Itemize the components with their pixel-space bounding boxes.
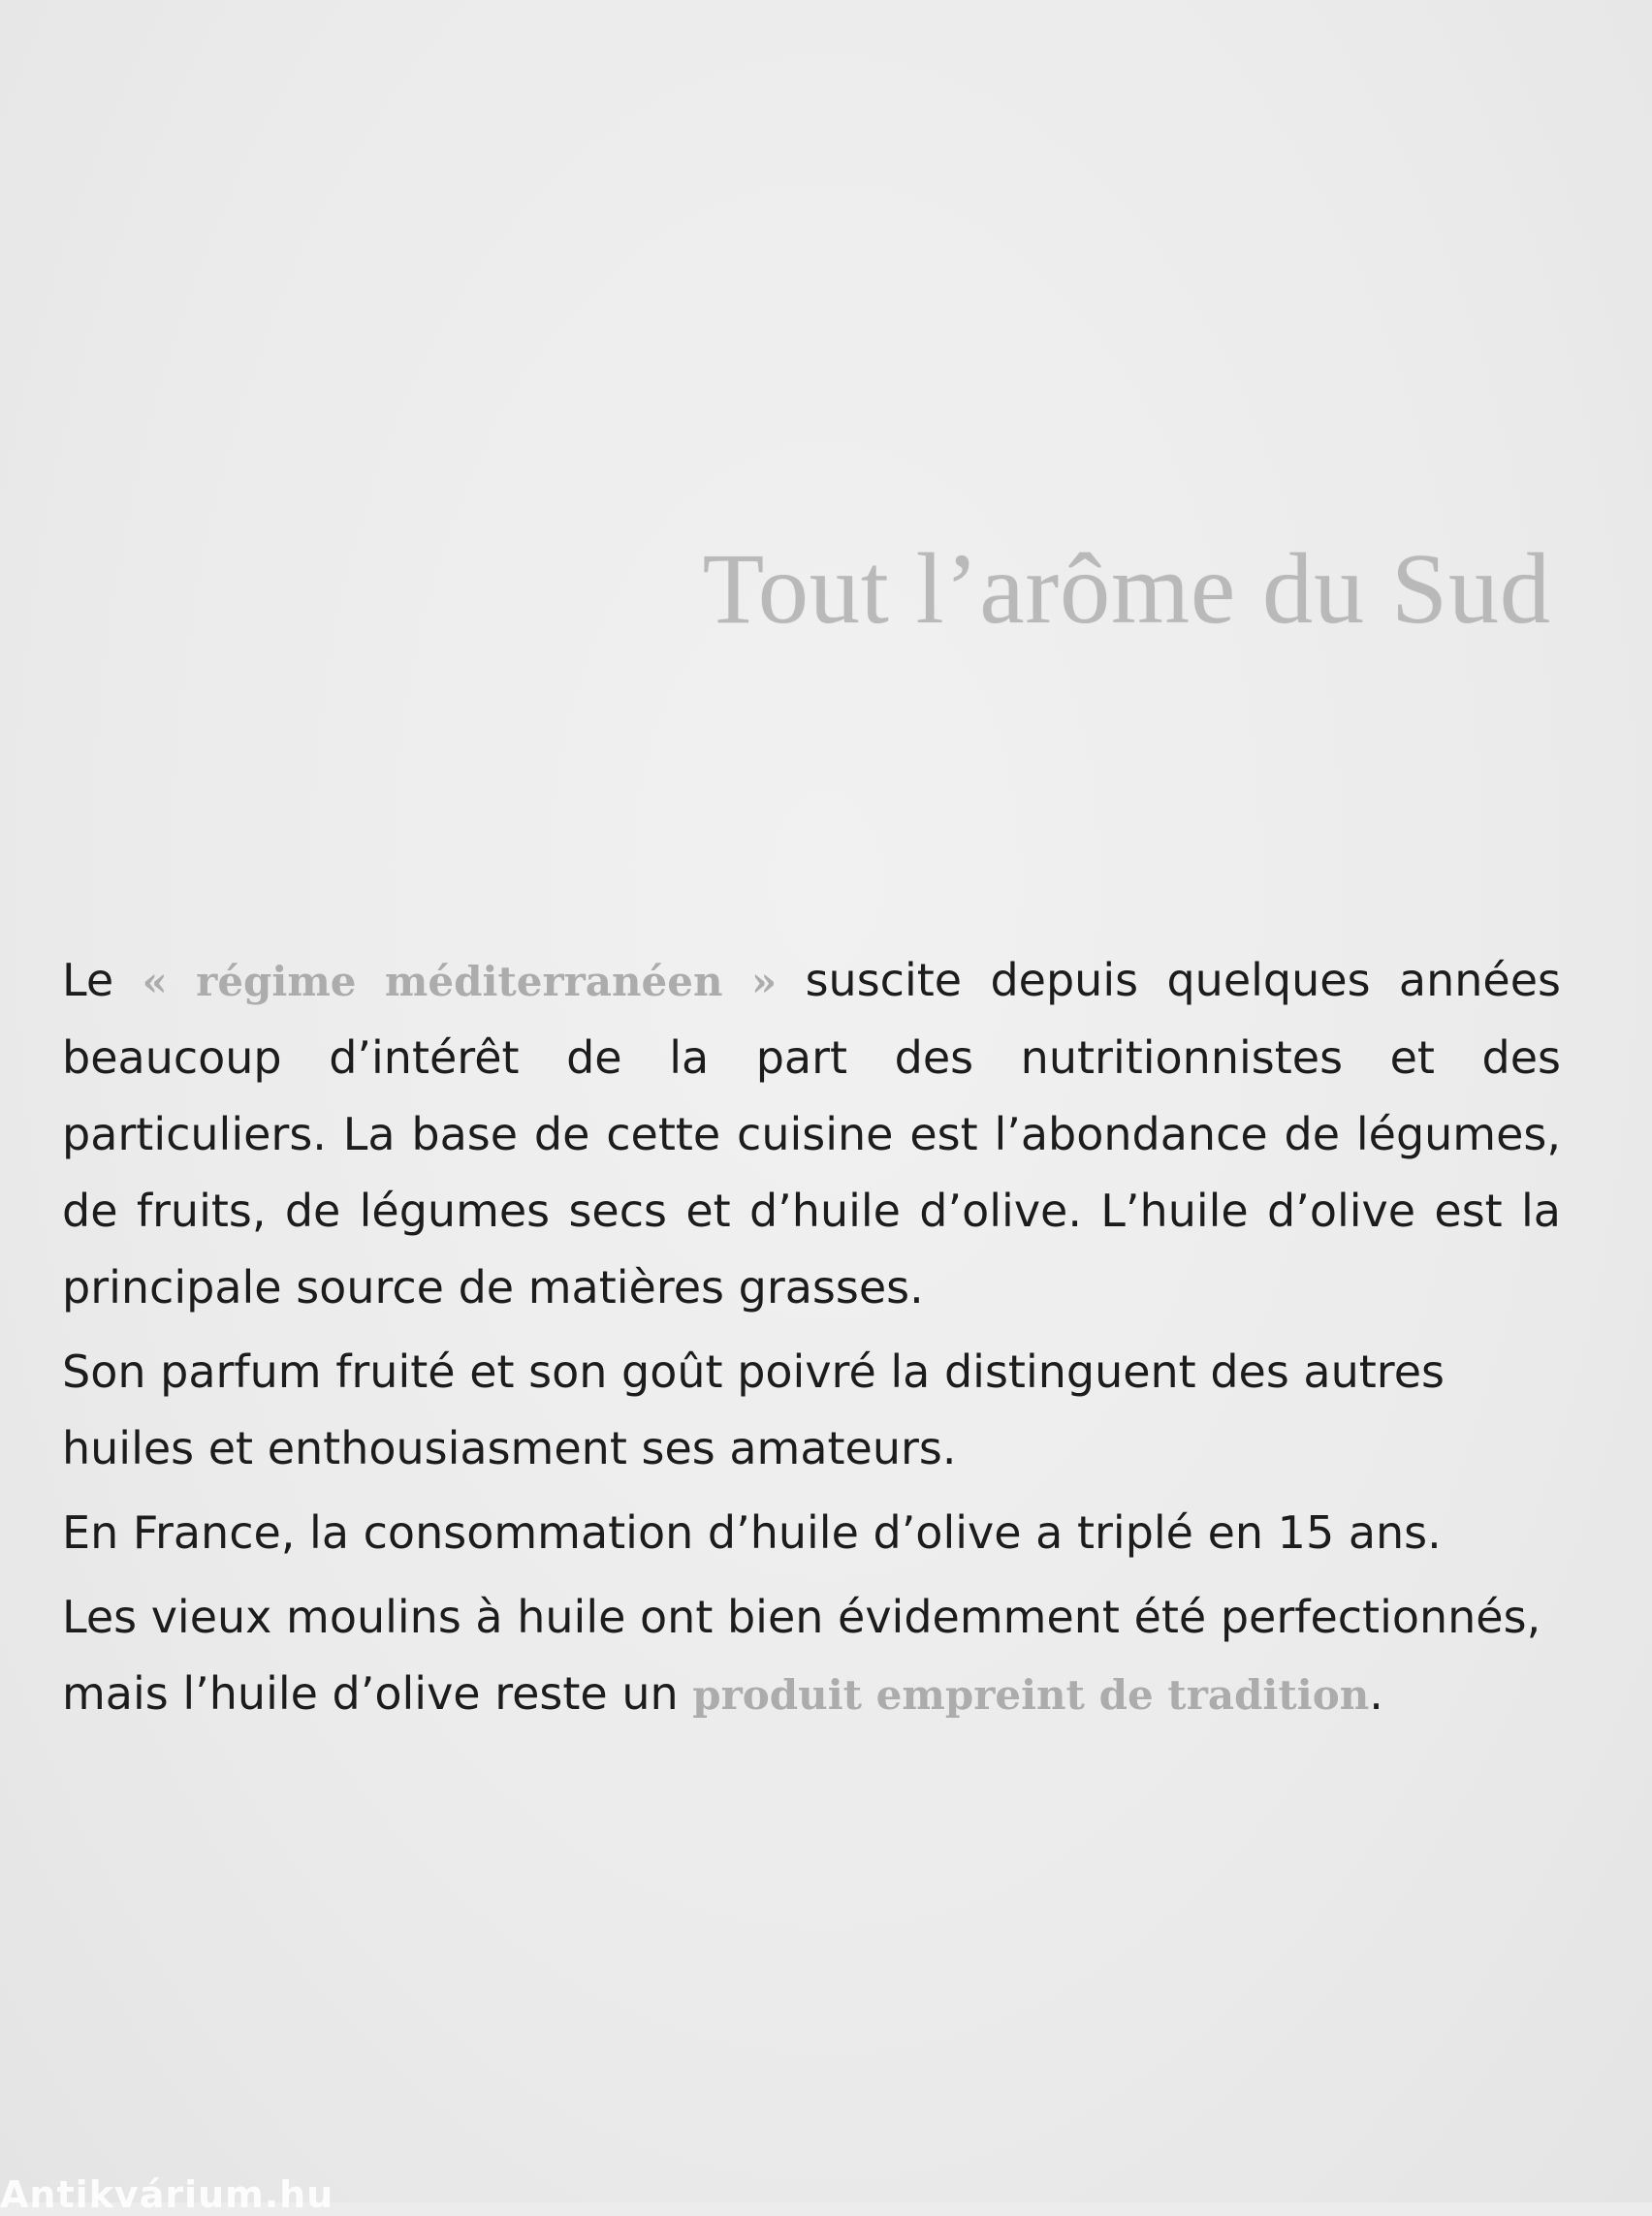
paragraph-1-lead: Le: [62, 954, 143, 1006]
watermark: Antikvárium.hu: [0, 2173, 334, 2216]
paragraph-3: En France, la consommation d’huile d’olive a triplé en 15 ans.: [62, 1506, 1442, 1559]
paragraph-4: [62, 1579, 1561, 1733]
paragraph-4-end: .: [1369, 1667, 1383, 1720]
body-text: [62, 942, 1561, 1741]
page-title: Tout l’arôme du Sud: [702, 533, 1551, 645]
paragraph-4-highlight: produit empreint de tradition: [692, 1671, 1370, 1719]
paragraph-4-lead: Les vieux moulins à huile ont bien évidemment été perfectionnés, mais l’huile d’olive reste un: [62, 1591, 1541, 1720]
paragraph-1-rest: suscite depuis quelques années beaucoup d’intérêt de la part des nutritionnistes et des particuliers. La base de cette cuisine est l’abondance de légumes, de fruits, de légumes secs et d’huile d’olive. L’huile d’olive est la principale source de matières grasses.: [62, 954, 1561, 1314]
paragraph-2: Son parfum fruité et son goût poivré la distinguent des autres huiles et enthousiasment ses amateurs.: [62, 1345, 1445, 1474]
paragraph-1: [62, 942, 1561, 1326]
paragraph-1-highlight: « régime méditerranéen »: [142, 958, 778, 1005]
